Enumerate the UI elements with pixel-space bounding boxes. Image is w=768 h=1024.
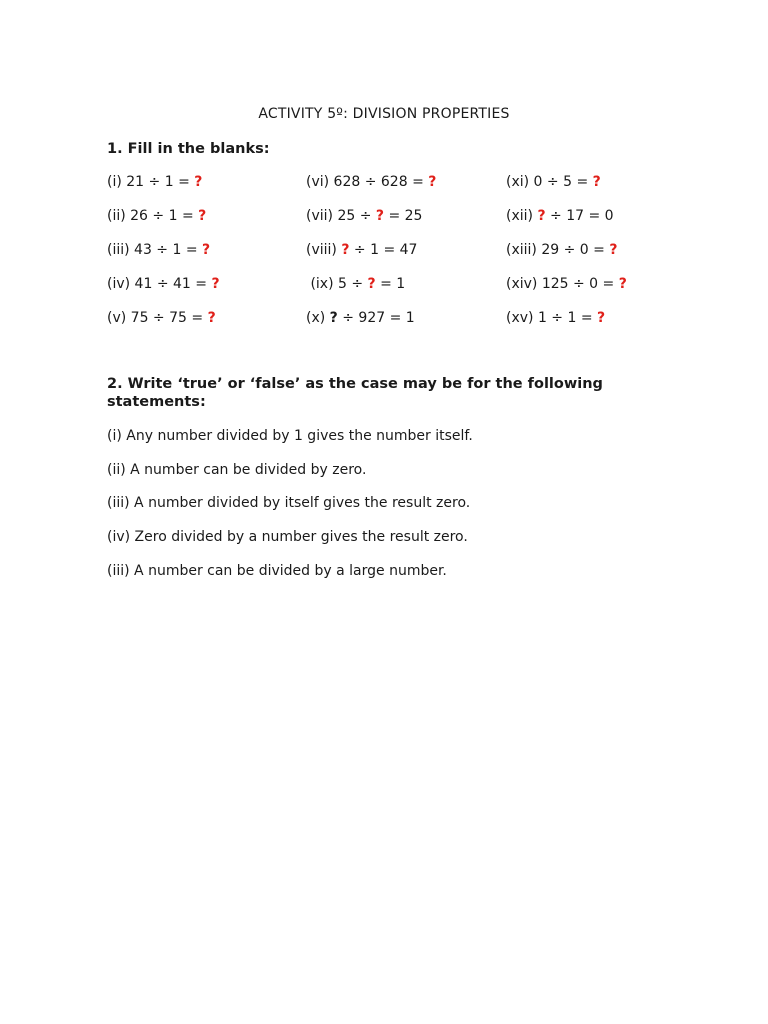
exercise-item: (iii) 43 ÷ 1 = ? <box>107 242 211 258</box>
statement-item: (ii) A number can be divided by zero. <box>107 462 367 478</box>
statement-item: (iv) Zero divided by a number gives the result zero. <box>107 529 468 545</box>
exercise-item: (viii) ? ÷ 1 = 47 <box>306 242 418 258</box>
exercise-item: (ix) 5 ÷ ? = 1 <box>306 276 406 292</box>
blank-mark: ? <box>375 208 385 224</box>
section2-heading: 2. Write ‘true’ or ‘false’ as the case may be for the following statements: <box>107 376 603 410</box>
statement-item: (i) Any number divided by 1 gives the number itself. <box>107 428 473 444</box>
exercise-item: (iv) 41 ÷ 41 = ? <box>107 276 220 292</box>
exercise-item: (vii) 25 ÷ ? = 25 <box>306 208 423 224</box>
blank-mark: ? <box>341 242 350 258</box>
exercise-item: (ii) 26 ÷ 1 = ? <box>107 208 207 224</box>
statement-item: (iii) A number divided by itself gives the result zero. <box>107 495 471 511</box>
blank-mark: ? <box>194 174 203 190</box>
exercise-item: (xi) 0 ÷ 5 = ? <box>506 174 601 190</box>
exercise-item: (xii) ? ÷ 17 = 0 <box>506 208 614 224</box>
exercise-item: (vi) 628 ÷ 628 = ? <box>306 174 437 190</box>
exercise-item: (xiii) 29 ÷ 0 = ? <box>506 242 618 258</box>
exercise-item: (xv) 1 ÷ 1 = ? <box>506 310 606 326</box>
blank-mark: ? <box>609 242 618 258</box>
blank-mark: ? <box>329 310 338 326</box>
exercise-item: (i) 21 ÷ 1 = ? <box>107 174 203 190</box>
blank-mark: ? <box>592 174 601 190</box>
blank-mark: ? <box>428 174 437 190</box>
blank-mark: ? <box>207 310 216 326</box>
blank-mark: ? <box>198 208 207 224</box>
blank-mark: ? <box>367 276 376 292</box>
section1-heading: 1. Fill in the blanks: <box>107 141 270 157</box>
grid-row <box>107 310 667 330</box>
blank-mark: ? <box>211 276 220 292</box>
grid-row <box>107 242 667 262</box>
blank-mark: ? <box>202 242 211 258</box>
blank-mark: ? <box>618 276 627 292</box>
blank-mark: ? <box>597 310 606 326</box>
exercise-item: (x) ? ÷ 927 = 1 <box>306 310 415 326</box>
exercise-item: (v) 75 ÷ 75 = ? <box>107 310 216 326</box>
exercise-item: (xiv) 125 ÷ 0 = ? <box>506 276 627 292</box>
grid-row <box>107 276 667 296</box>
grid-row <box>107 174 667 194</box>
grid-row <box>107 208 667 228</box>
blank-mark: ? <box>537 208 546 224</box>
page-title: ACTIVITY 5º: DIVISION PROPERTIES <box>258 106 510 122</box>
statement-item: (iii) A number can be divided by a large number. <box>107 563 447 579</box>
